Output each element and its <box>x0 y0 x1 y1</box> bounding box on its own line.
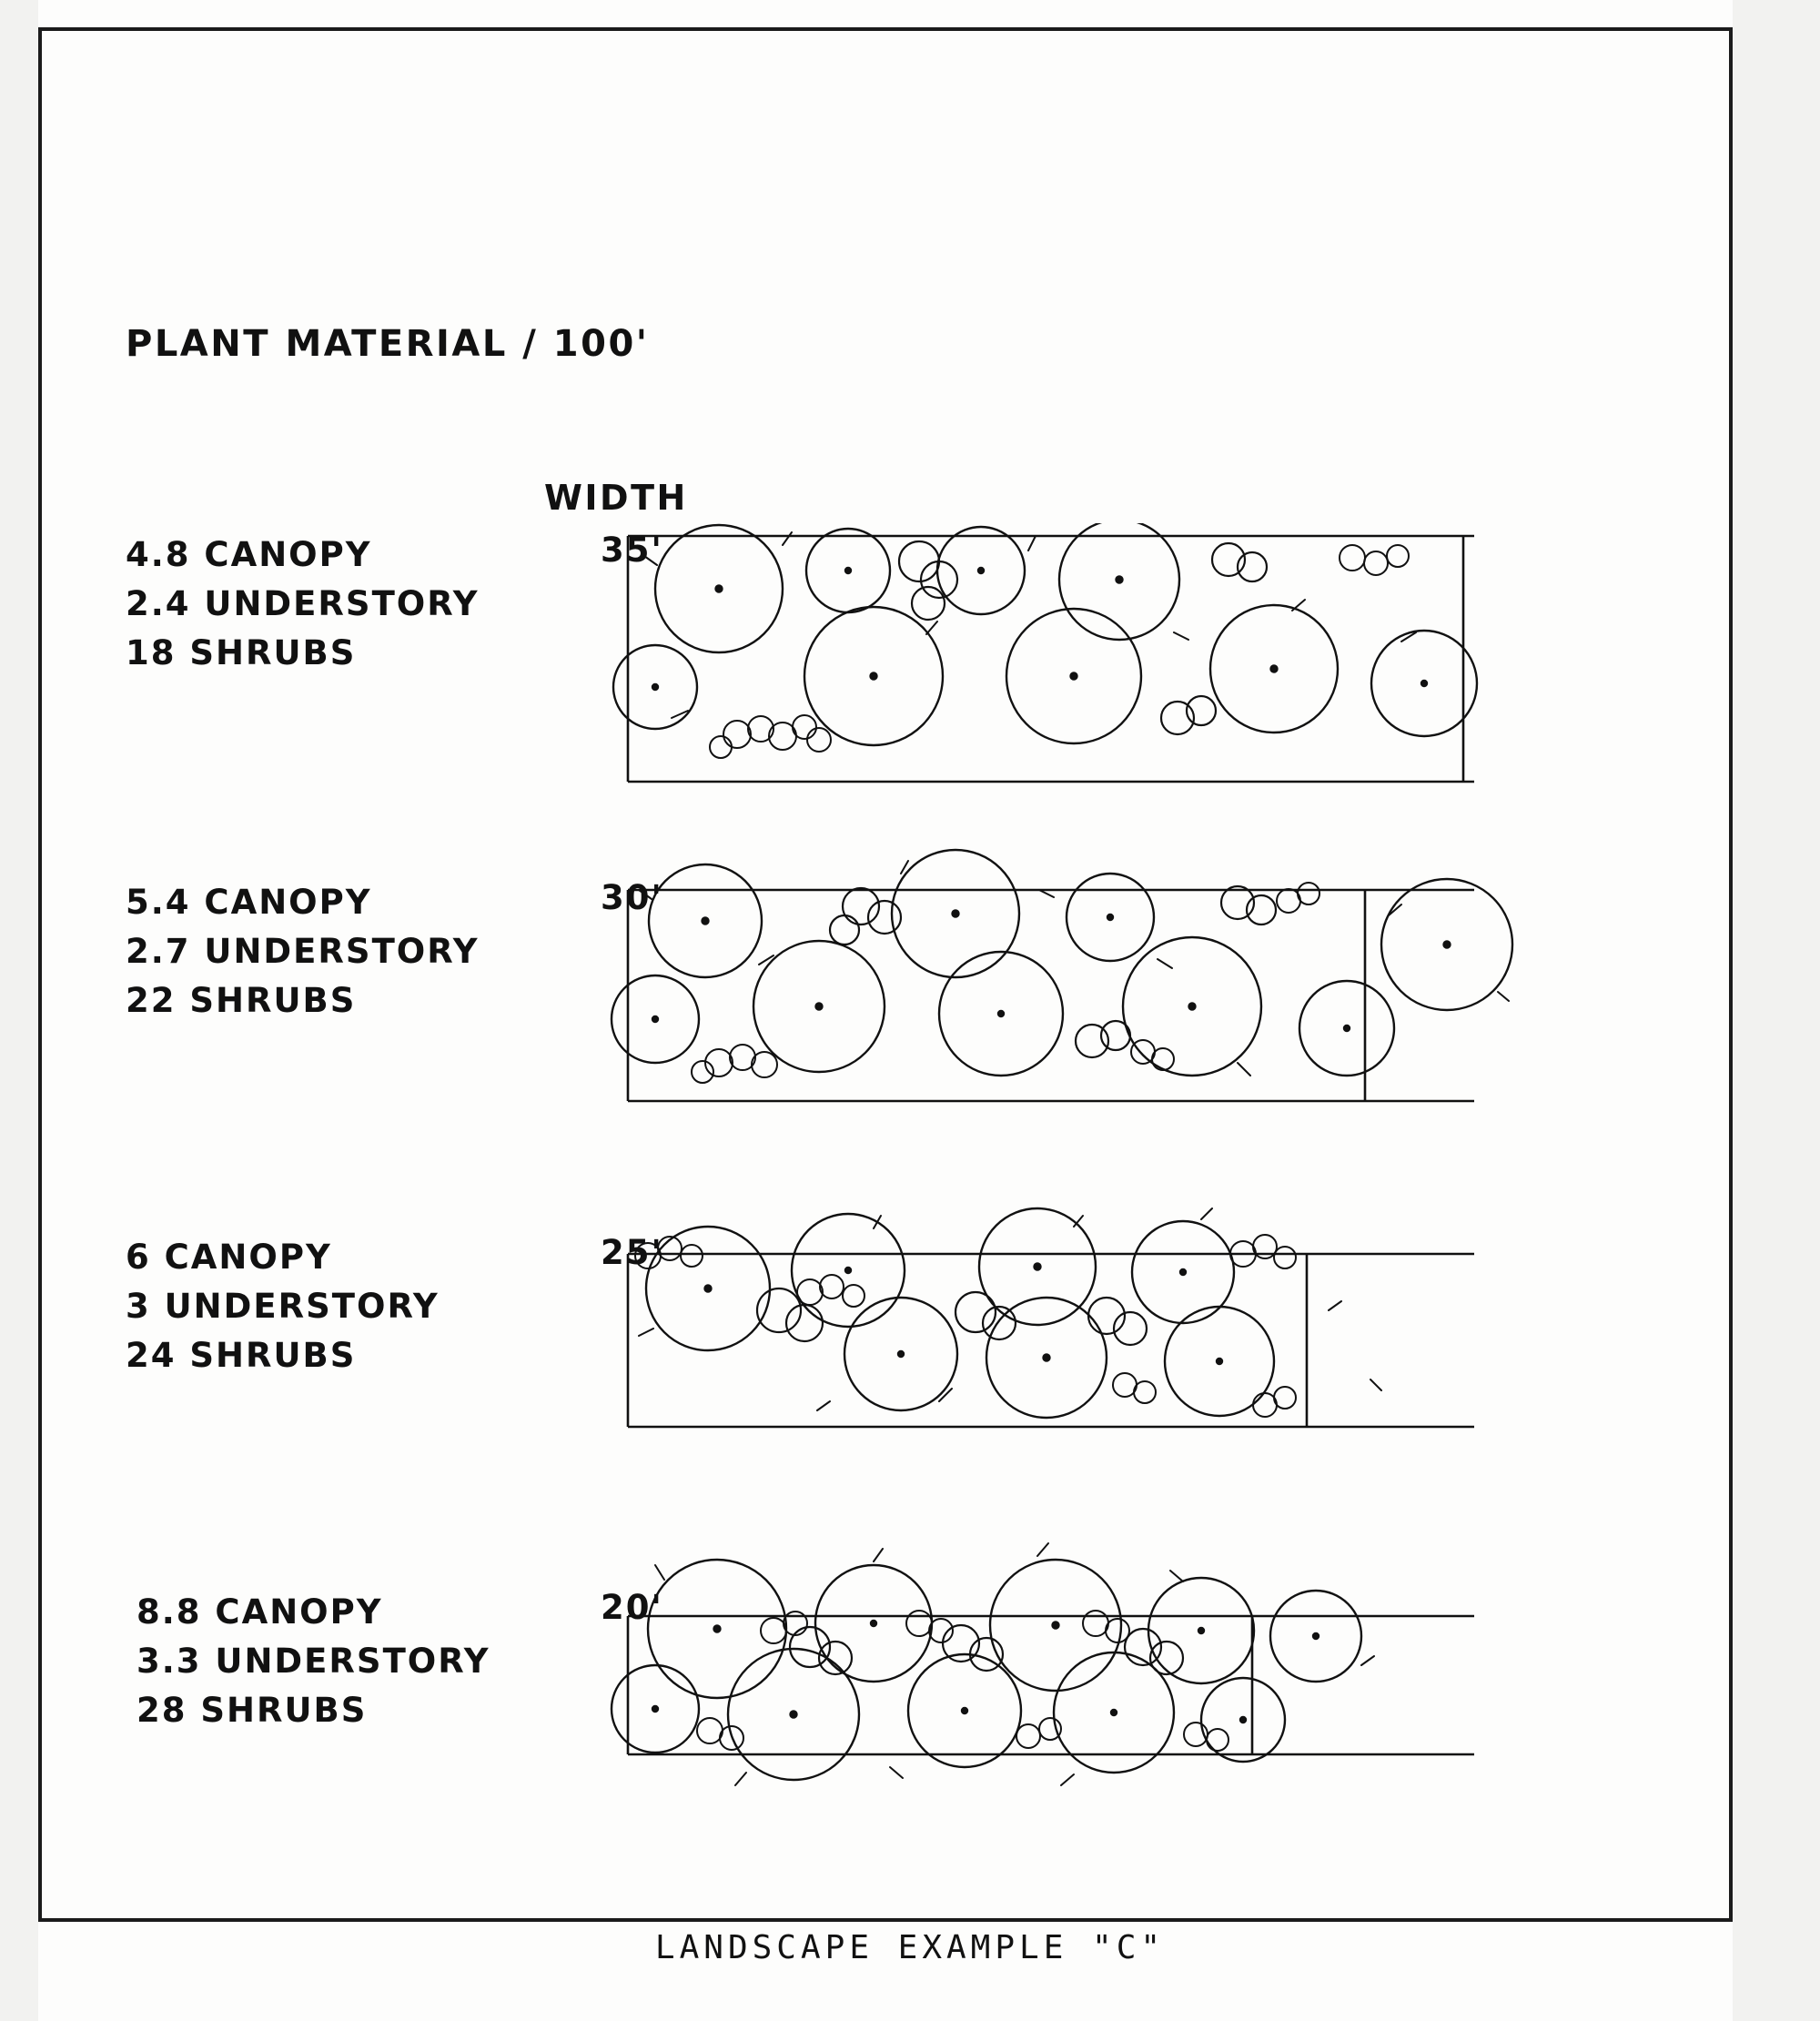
plan-drawing-35 <box>601 523 1511 796</box>
width-column-header: WIDTH <box>544 478 688 518</box>
legend-row-20 <box>136 1588 490 1735</box>
legend-understory: 2.4 UNDERSTORY <box>126 584 480 623</box>
legend-shrubs: 18 SHRUBS <box>126 633 357 672</box>
plan-band-25 <box>601 1201 1520 1492</box>
legend-canopy: 5.4 CANOPY <box>126 883 372 922</box>
plan-drawing-30 <box>601 846 1520 1147</box>
legend-canopy: 8.8 CANOPY <box>136 1592 383 1632</box>
legend-shrubs: 22 SHRUBS <box>126 981 357 1020</box>
legend-row-30 <box>126 878 480 1026</box>
plan-band-35 <box>601 523 1511 796</box>
legend-canopy: 4.8 CANOPY <box>126 535 372 574</box>
legend-shrubs: 24 SHRUBS <box>126 1336 357 1375</box>
legend-row-35 <box>126 531 480 678</box>
plan-band-20 <box>601 1529 1520 1847</box>
width-value-20: 20' <box>601 1588 663 1627</box>
figure-caption: LANDSCAPE EXAMPLE "C" <box>654 1929 1166 1966</box>
plan-band-30 <box>601 846 1520 1147</box>
legend-row-25 <box>126 1233 440 1380</box>
paper-edge-left <box>0 0 38 2021</box>
width-value-35: 35' <box>601 531 663 570</box>
width-value-25: 25' <box>601 1233 663 1272</box>
page-title: PLANT MATERIAL / 100' <box>126 323 650 365</box>
legend-understory: 3.3 UNDERSTORY <box>136 1642 490 1681</box>
paper-edge-right <box>1733 0 1820 2021</box>
legend-canopy: 6 CANOPY <box>126 1238 332 1277</box>
legend-shrubs: 28 SHRUBS <box>136 1691 368 1730</box>
legend-understory: 3 UNDERSTORY <box>126 1287 440 1326</box>
legend-understory: 2.7 UNDERSTORY <box>126 932 480 971</box>
plan-drawing-25 <box>601 1201 1520 1492</box>
width-value-30: 30' <box>601 878 663 917</box>
plan-drawing-20 <box>601 1529 1520 1847</box>
